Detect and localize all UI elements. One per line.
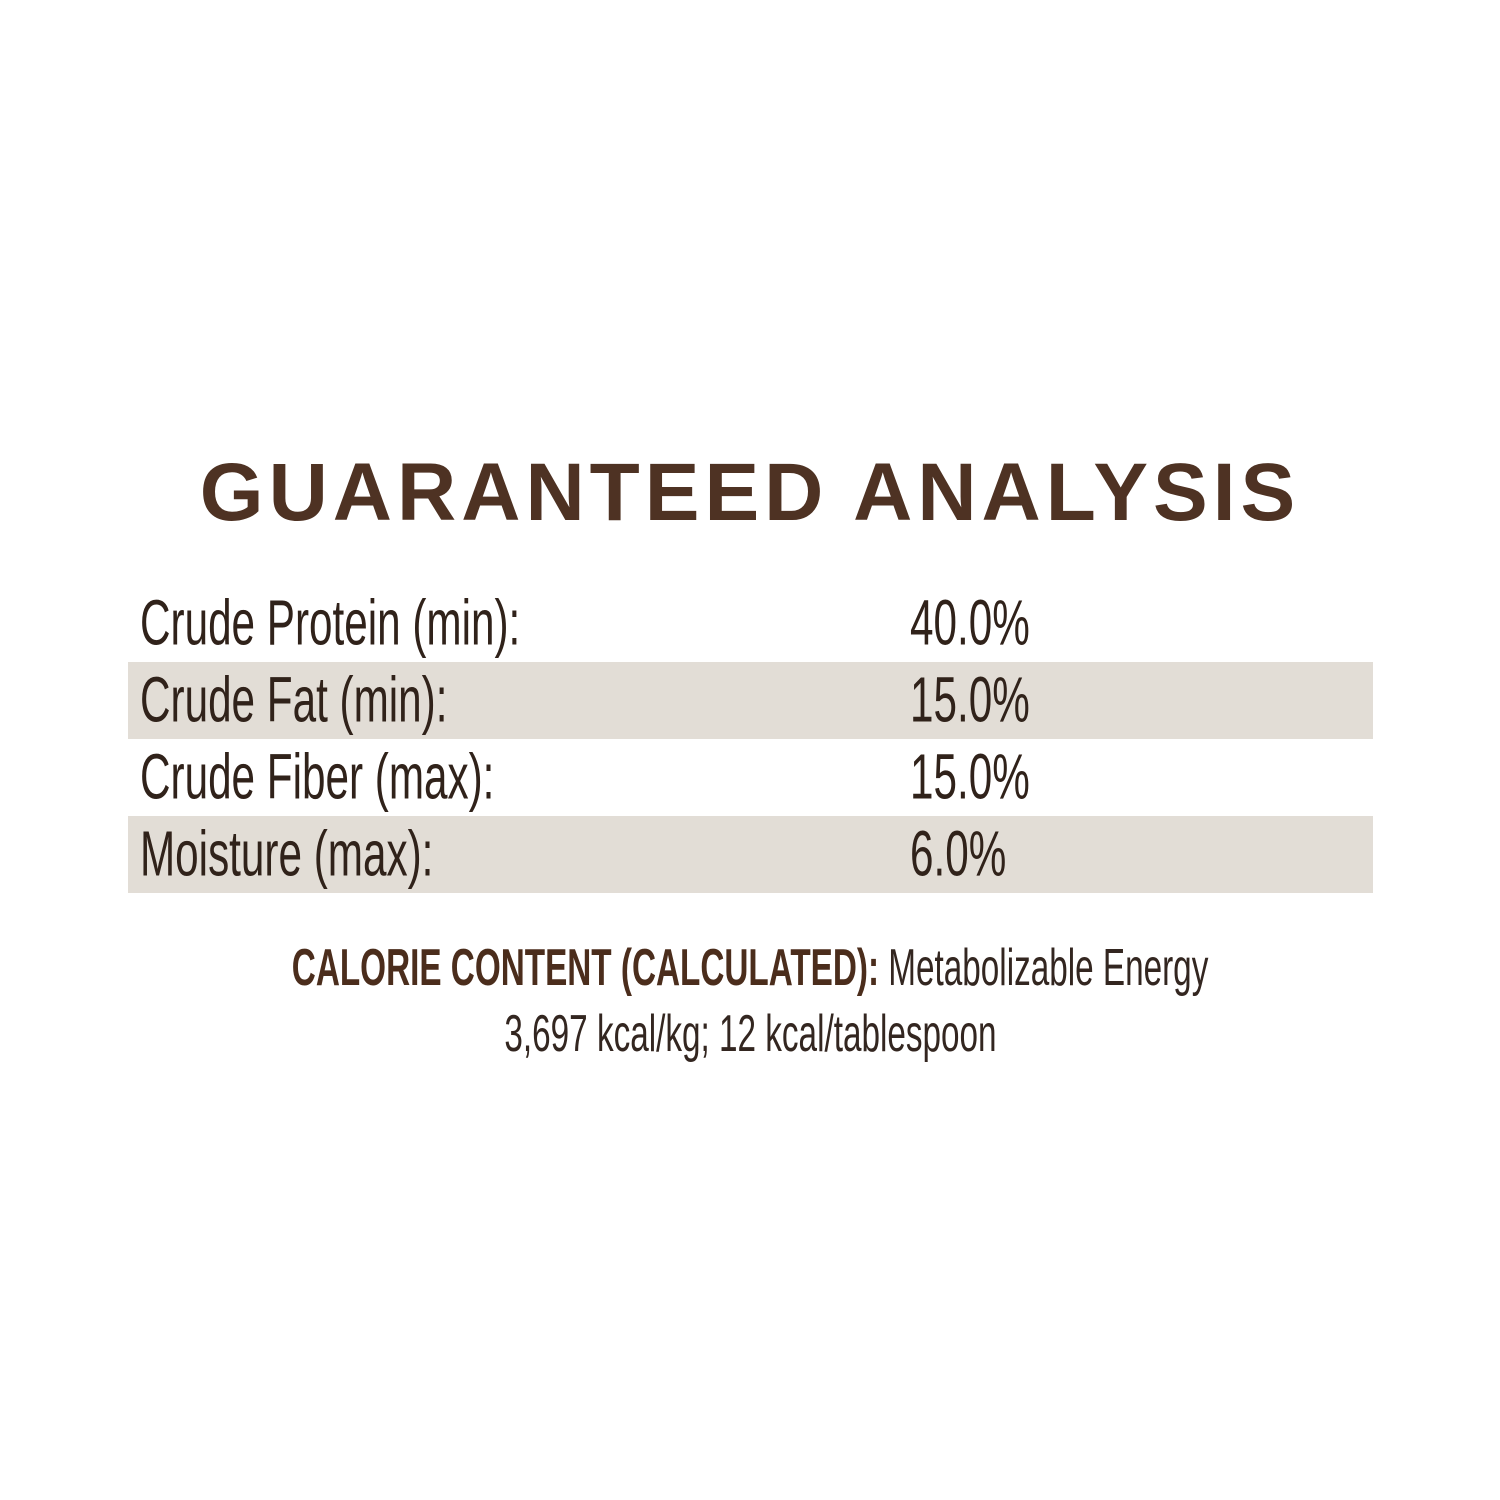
row-label: Crude Fat (min): — [140, 663, 448, 736]
row-value: 40.0% — [910, 586, 1030, 659]
row-label: Moisture (max): — [140, 817, 434, 890]
table-row — [128, 585, 1373, 662]
table-row — [128, 739, 1373, 816]
calorie-content-block — [0, 939, 1500, 1063]
calorie-line-1 — [0, 939, 1500, 997]
page-title: GUARANTEED ANALYSIS — [199, 447, 1301, 538]
table-row — [128, 816, 1373, 893]
calorie-subtext: Metabolizable Energy — [888, 939, 1209, 997]
calorie-line-2 — [0, 1005, 1500, 1063]
guaranteed-analysis-table — [128, 585, 1373, 893]
calorie-heading: CALORIE CONTENT (CALCULATED): — [291, 939, 879, 997]
row-label: Crude Fiber (max): — [140, 740, 495, 813]
row-value: 6.0% — [910, 817, 1007, 890]
table-row — [128, 662, 1373, 739]
calorie-values: 3,697 kcal/kg; 12 kcal/tablespoon — [503, 1005, 997, 1063]
row-value: 15.0% — [910, 740, 1030, 813]
row-label: Crude Protein (min): — [140, 586, 521, 659]
row-value: 15.0% — [910, 663, 1030, 736]
